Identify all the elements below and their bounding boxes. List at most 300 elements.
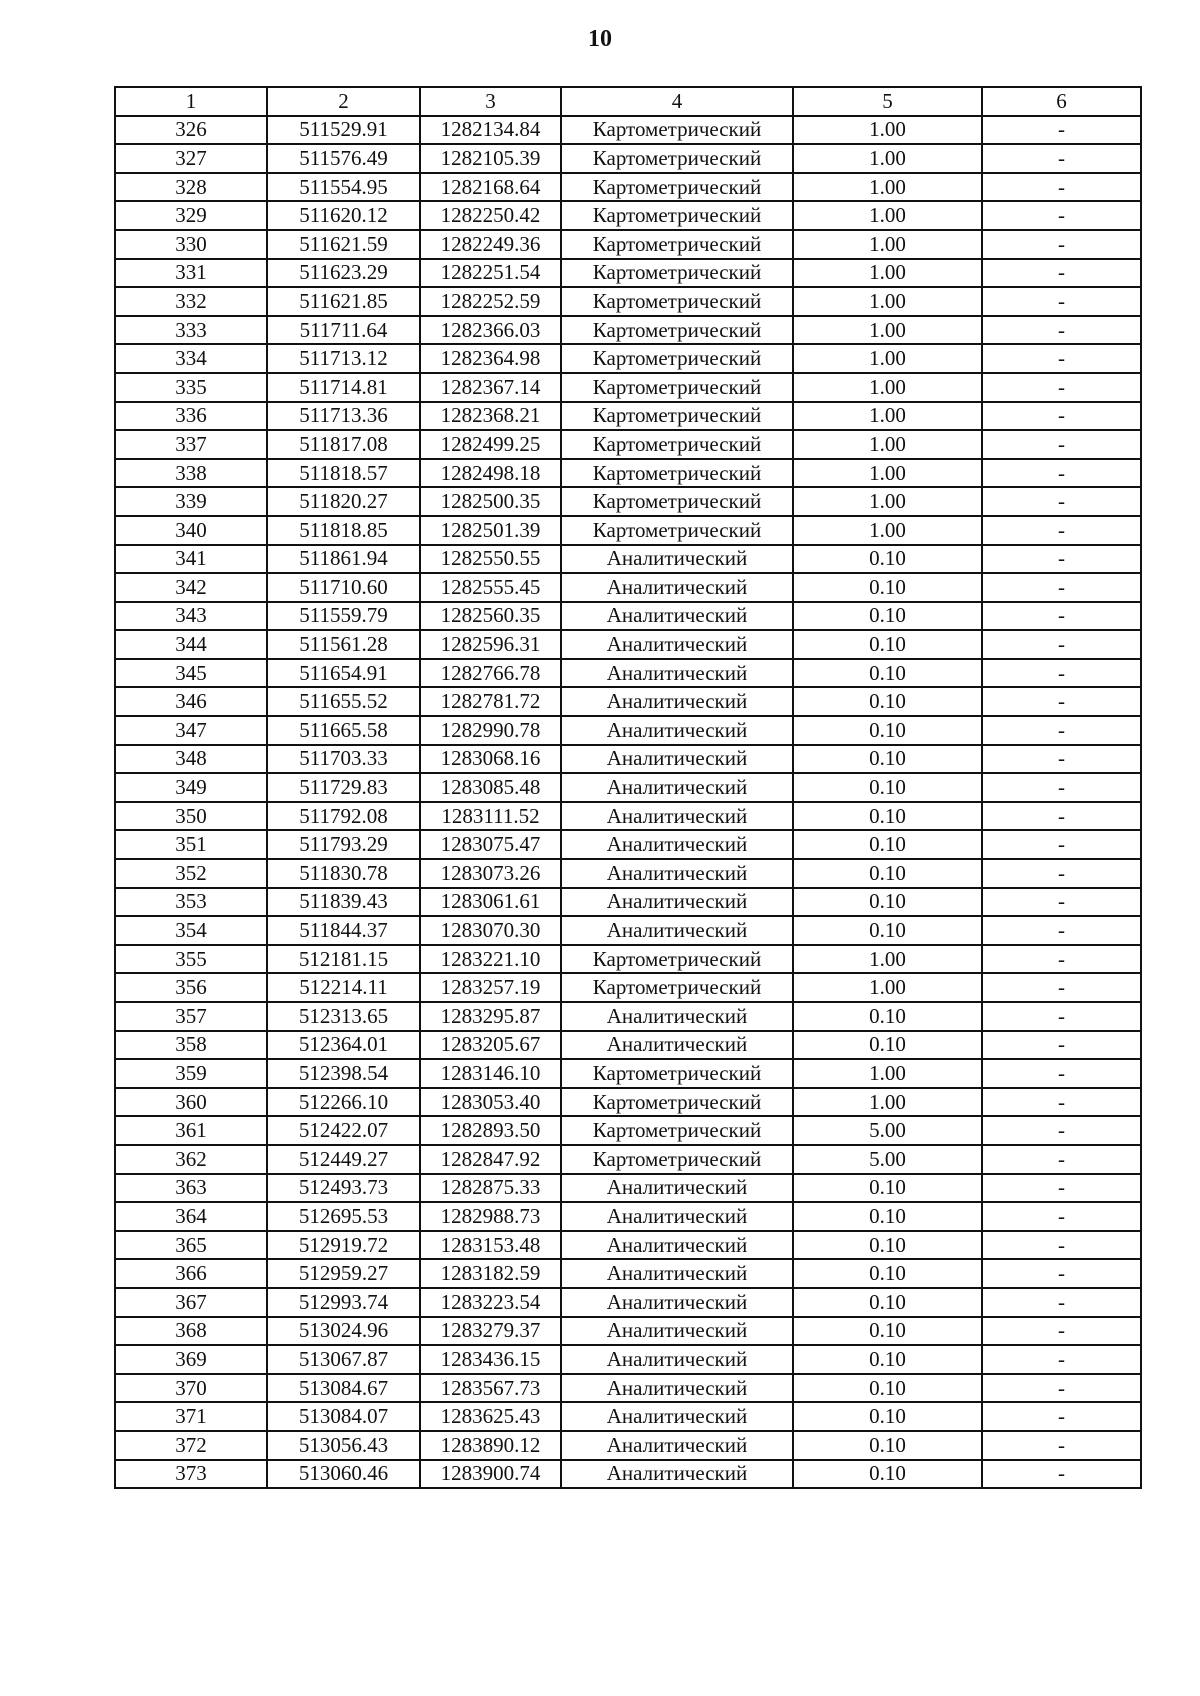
column-header: 2 (267, 87, 420, 116)
cell-x-coordinate: 513084.07 (267, 1402, 420, 1431)
cell-point-number: 358 (115, 1031, 267, 1060)
cell-x-coordinate: 512959.27 (267, 1259, 420, 1288)
table-row (115, 630, 1141, 659)
cell-method: Аналитический (561, 630, 793, 659)
cell-point-number: 330 (115, 230, 267, 259)
cell-method: Картометрический (561, 1088, 793, 1117)
cell-x-coordinate: 511793.29 (267, 830, 420, 859)
cell-method: Аналитический (561, 859, 793, 888)
cell-method: Картометрический (561, 373, 793, 402)
table-row (115, 1317, 1141, 1346)
cell-note: - (982, 1374, 1141, 1403)
cell-accuracy: 0.10 (793, 1431, 982, 1460)
cell-x-coordinate: 511665.58 (267, 716, 420, 745)
cell-x-coordinate: 511713.36 (267, 402, 420, 431)
cell-point-number: 351 (115, 830, 267, 859)
cell-note: - (982, 1402, 1141, 1431)
cell-note: - (982, 1317, 1141, 1346)
cell-point-number: 360 (115, 1088, 267, 1117)
table-row (115, 316, 1141, 345)
cell-note: - (982, 1202, 1141, 1231)
cell-note: - (982, 830, 1141, 859)
cell-x-coordinate: 511861.94 (267, 545, 420, 574)
cell-note: - (982, 1002, 1141, 1031)
table-row (115, 1374, 1141, 1403)
cell-note: - (982, 773, 1141, 802)
cell-note: - (982, 373, 1141, 402)
cell-point-number: 359 (115, 1059, 267, 1088)
table-row (115, 830, 1141, 859)
cell-y-coordinate: 1282364.98 (420, 344, 561, 373)
cell-y-coordinate: 1282990.78 (420, 716, 561, 745)
cell-y-coordinate: 1282168.64 (420, 173, 561, 202)
cell-y-coordinate: 1283182.59 (420, 1259, 561, 1288)
cell-x-coordinate: 512313.65 (267, 1002, 420, 1031)
cell-note: - (982, 344, 1141, 373)
cell-x-coordinate: 511830.78 (267, 859, 420, 888)
cell-x-coordinate: 511561.28 (267, 630, 420, 659)
cell-y-coordinate: 1283625.43 (420, 1402, 561, 1431)
cell-x-coordinate: 511554.95 (267, 173, 420, 202)
cell-x-coordinate: 512266.10 (267, 1088, 420, 1117)
cell-accuracy: 1.00 (793, 945, 982, 974)
cell-note: - (982, 1460, 1141, 1489)
cell-y-coordinate: 1283075.47 (420, 830, 561, 859)
cell-accuracy: 0.10 (793, 1317, 982, 1346)
cell-note: - (982, 144, 1141, 173)
cell-method: Аналитический (561, 1259, 793, 1288)
cell-method: Картометрический (561, 230, 793, 259)
cell-accuracy: 0.10 (793, 1288, 982, 1317)
table-row (115, 201, 1141, 230)
cell-x-coordinate: 511839.43 (267, 888, 420, 917)
cell-y-coordinate: 1282500.35 (420, 487, 561, 516)
table-row (115, 716, 1141, 745)
table-row (115, 687, 1141, 716)
cell-point-number: 347 (115, 716, 267, 745)
cell-point-number: 373 (115, 1460, 267, 1489)
cell-note: - (982, 973, 1141, 1002)
cell-note: - (982, 573, 1141, 602)
cell-accuracy: 0.10 (793, 687, 982, 716)
cell-y-coordinate: 1282893.50 (420, 1116, 561, 1145)
cell-x-coordinate: 511713.12 (267, 344, 420, 373)
cell-note: - (982, 459, 1141, 488)
cell-y-coordinate: 1283085.48 (420, 773, 561, 802)
cell-method: Картометрический (561, 973, 793, 1002)
cell-method: Аналитический (561, 545, 793, 574)
cell-y-coordinate: 1283295.87 (420, 1002, 561, 1031)
cell-method: Картометрический (561, 259, 793, 288)
table-row (115, 1460, 1141, 1489)
table-row (115, 1402, 1141, 1431)
table-row (115, 859, 1141, 888)
cell-point-number: 367 (115, 1288, 267, 1317)
cell-point-number: 357 (115, 1002, 267, 1031)
cell-accuracy: 0.10 (793, 1345, 982, 1374)
cell-x-coordinate: 513024.96 (267, 1317, 420, 1346)
cell-note: - (982, 201, 1141, 230)
cell-accuracy: 0.10 (793, 545, 982, 574)
cell-method: Аналитический (561, 1317, 793, 1346)
column-header: 5 (793, 87, 982, 116)
cell-point-number: 344 (115, 630, 267, 659)
cell-accuracy: 1.00 (793, 344, 982, 373)
cell-x-coordinate: 511621.59 (267, 230, 420, 259)
cell-y-coordinate: 1282781.72 (420, 687, 561, 716)
cell-method: Картометрический (561, 487, 793, 516)
cell-method: Аналитический (561, 1345, 793, 1374)
cell-note: - (982, 1288, 1141, 1317)
cell-point-number: 329 (115, 201, 267, 230)
cell-point-number: 345 (115, 659, 267, 688)
cell-x-coordinate: 511714.81 (267, 373, 420, 402)
cell-accuracy: 5.00 (793, 1116, 982, 1145)
table-body (115, 116, 1141, 1489)
cell-y-coordinate: 1282847.92 (420, 1145, 561, 1174)
cell-accuracy: 0.10 (793, 659, 982, 688)
cell-point-number: 332 (115, 287, 267, 316)
cell-x-coordinate: 511817.08 (267, 430, 420, 459)
cell-x-coordinate: 512398.54 (267, 1059, 420, 1088)
cell-point-number: 356 (115, 973, 267, 1002)
cell-y-coordinate: 1283221.10 (420, 945, 561, 974)
cell-y-coordinate: 1282249.36 (420, 230, 561, 259)
cell-y-coordinate: 1283900.74 (420, 1460, 561, 1489)
cell-method: Аналитический (561, 773, 793, 802)
cell-point-number: 336 (115, 402, 267, 431)
cell-accuracy: 0.10 (793, 573, 982, 602)
cell-method: Аналитический (561, 1231, 793, 1260)
cell-x-coordinate: 511529.91 (267, 116, 420, 145)
cell-method: Аналитический (561, 1002, 793, 1031)
table-row (115, 1145, 1141, 1174)
cell-note: - (982, 916, 1141, 945)
cell-y-coordinate: 1283205.67 (420, 1031, 561, 1060)
cell-accuracy: 0.10 (793, 1231, 982, 1260)
cell-point-number: 363 (115, 1174, 267, 1203)
table-row (115, 1088, 1141, 1117)
table-row (115, 545, 1141, 574)
cell-method: Картометрический (561, 344, 793, 373)
cell-x-coordinate: 511844.37 (267, 916, 420, 945)
cell-accuracy: 0.10 (793, 1259, 982, 1288)
cell-y-coordinate: 1282366.03 (420, 316, 561, 345)
cell-point-number: 343 (115, 602, 267, 631)
cell-note: - (982, 659, 1141, 688)
table-row (115, 973, 1141, 1002)
cell-x-coordinate: 511820.27 (267, 487, 420, 516)
cell-point-number: 371 (115, 1402, 267, 1431)
cell-point-number: 370 (115, 1374, 267, 1403)
table-row (115, 745, 1141, 774)
cell-y-coordinate: 1283436.15 (420, 1345, 561, 1374)
cell-x-coordinate: 511818.57 (267, 459, 420, 488)
cell-point-number: 334 (115, 344, 267, 373)
cell-point-number: 349 (115, 773, 267, 802)
cell-accuracy: 1.00 (793, 373, 982, 402)
cell-accuracy: 0.10 (793, 1174, 982, 1203)
cell-note: - (982, 230, 1141, 259)
cell-x-coordinate: 512993.74 (267, 1288, 420, 1317)
cell-point-number: 364 (115, 1202, 267, 1231)
cell-method: Аналитический (561, 1460, 793, 1489)
cell-accuracy: 0.10 (793, 1002, 982, 1031)
cell-point-number: 339 (115, 487, 267, 516)
cell-x-coordinate: 513056.43 (267, 1431, 420, 1460)
table-row (115, 773, 1141, 802)
table-row (115, 1031, 1141, 1060)
cell-note: - (982, 945, 1141, 974)
cell-x-coordinate: 513060.46 (267, 1460, 420, 1489)
cell-accuracy: 0.10 (793, 1374, 982, 1403)
cell-note: - (982, 1259, 1141, 1288)
table-row (115, 144, 1141, 173)
cell-point-number: 335 (115, 373, 267, 402)
cell-y-coordinate: 1283070.30 (420, 916, 561, 945)
cell-note: - (982, 859, 1141, 888)
table-row (115, 1259, 1141, 1288)
cell-method: Аналитический (561, 1374, 793, 1403)
cell-y-coordinate: 1282134.84 (420, 116, 561, 145)
cell-method: Аналитический (561, 916, 793, 945)
table-row (115, 344, 1141, 373)
cell-note: - (982, 888, 1141, 917)
cell-method: Картометрический (561, 1116, 793, 1145)
cell-x-coordinate: 513067.87 (267, 1345, 420, 1374)
cell-method: Аналитический (561, 659, 793, 688)
cell-y-coordinate: 1283111.52 (420, 802, 561, 831)
table-row (115, 1116, 1141, 1145)
cell-note: - (982, 316, 1141, 345)
cell-x-coordinate: 511559.79 (267, 602, 420, 631)
table-row (115, 1431, 1141, 1460)
cell-accuracy: 0.10 (793, 1460, 982, 1489)
cell-note: - (982, 116, 1141, 145)
cell-x-coordinate: 511621.85 (267, 287, 420, 316)
cell-note: - (982, 545, 1141, 574)
cell-x-coordinate: 512493.73 (267, 1174, 420, 1203)
cell-point-number: 354 (115, 916, 267, 945)
cell-accuracy: 0.10 (793, 888, 982, 917)
cell-method: Картометрический (561, 1145, 793, 1174)
cell-point-number: 366 (115, 1259, 267, 1288)
cell-point-number: 340 (115, 516, 267, 545)
cell-accuracy: 0.10 (793, 1031, 982, 1060)
cell-method: Картометрический (561, 287, 793, 316)
cell-x-coordinate: 511818.85 (267, 516, 420, 545)
cell-x-coordinate: 511703.33 (267, 745, 420, 774)
cell-x-coordinate: 511729.83 (267, 773, 420, 802)
table-row (115, 459, 1141, 488)
cell-point-number: 353 (115, 888, 267, 917)
table-row (115, 1345, 1141, 1374)
cell-y-coordinate: 1283146.10 (420, 1059, 561, 1088)
table-row (115, 1174, 1141, 1203)
table-row (115, 1059, 1141, 1088)
cell-point-number: 369 (115, 1345, 267, 1374)
cell-method: Картометрический (561, 516, 793, 545)
cell-y-coordinate: 1282499.25 (420, 430, 561, 459)
cell-accuracy: 0.10 (793, 802, 982, 831)
cell-point-number: 346 (115, 687, 267, 716)
cell-accuracy: 1.00 (793, 173, 982, 202)
cell-method: Картометрический (561, 316, 793, 345)
cell-point-number: 350 (115, 802, 267, 831)
cell-note: - (982, 173, 1141, 202)
table-row (115, 430, 1141, 459)
cell-accuracy: 0.10 (793, 716, 982, 745)
cell-y-coordinate: 1283223.54 (420, 1288, 561, 1317)
cell-x-coordinate: 511710.60 (267, 573, 420, 602)
cell-accuracy: 0.10 (793, 602, 982, 631)
cell-accuracy: 1.00 (793, 287, 982, 316)
cell-point-number: 365 (115, 1231, 267, 1260)
cell-y-coordinate: 1283890.12 (420, 1431, 561, 1460)
cell-point-number: 362 (115, 1145, 267, 1174)
table-row (115, 487, 1141, 516)
cell-x-coordinate: 511711.64 (267, 316, 420, 345)
cell-accuracy: 1.00 (793, 144, 982, 173)
cell-method: Картометрический (561, 144, 793, 173)
table-row (115, 259, 1141, 288)
cell-x-coordinate: 511654.91 (267, 659, 420, 688)
cell-note: - (982, 287, 1141, 316)
cell-note: - (982, 1088, 1141, 1117)
column-header: 6 (982, 87, 1141, 116)
cell-x-coordinate: 511655.52 (267, 687, 420, 716)
cell-method: Картометрический (561, 945, 793, 974)
column-header: 1 (115, 87, 267, 116)
table-row (115, 1202, 1141, 1231)
table-row (115, 373, 1141, 402)
cell-method: Картометрический (561, 201, 793, 230)
cell-accuracy: 1.00 (793, 430, 982, 459)
cell-method: Аналитический (561, 602, 793, 631)
table-row (115, 573, 1141, 602)
table-row (115, 116, 1141, 145)
cell-accuracy: 1.00 (793, 1059, 982, 1088)
cell-note: - (982, 259, 1141, 288)
coordinates-table (114, 86, 1142, 1489)
table-row (115, 916, 1141, 945)
cell-method: Аналитический (561, 1174, 793, 1203)
cell-y-coordinate: 1282766.78 (420, 659, 561, 688)
cell-y-coordinate: 1283073.26 (420, 859, 561, 888)
table-row (115, 888, 1141, 917)
cell-y-coordinate: 1283061.61 (420, 888, 561, 917)
cell-accuracy: 1.00 (793, 402, 982, 431)
cell-y-coordinate: 1283053.40 (420, 1088, 561, 1117)
table-row (115, 1288, 1141, 1317)
cell-x-coordinate: 513084.67 (267, 1374, 420, 1403)
table-row (115, 287, 1141, 316)
cell-point-number: 328 (115, 173, 267, 202)
cell-accuracy: 1.00 (793, 259, 982, 288)
cell-y-coordinate: 1283567.73 (420, 1374, 561, 1403)
cell-point-number: 368 (115, 1317, 267, 1346)
cell-point-number: 326 (115, 116, 267, 145)
cell-point-number: 331 (115, 259, 267, 288)
cell-y-coordinate: 1282550.55 (420, 545, 561, 574)
table-row (115, 1231, 1141, 1260)
cell-point-number: 341 (115, 545, 267, 574)
cell-method: Картометрический (561, 1059, 793, 1088)
cell-note: - (982, 802, 1141, 831)
cell-note: - (982, 1116, 1141, 1145)
cell-point-number: 352 (115, 859, 267, 888)
column-header: 4 (561, 87, 793, 116)
cell-accuracy: 0.10 (793, 1202, 982, 1231)
cell-accuracy: 1.00 (793, 973, 982, 1002)
cell-note: - (982, 1174, 1141, 1203)
cell-y-coordinate: 1282560.35 (420, 602, 561, 631)
cell-method: Картометрический (561, 116, 793, 145)
cell-accuracy: 1.00 (793, 201, 982, 230)
cell-x-coordinate: 511620.12 (267, 201, 420, 230)
table-row (115, 1002, 1141, 1031)
cell-y-coordinate: 1282988.73 (420, 1202, 561, 1231)
cell-note: - (982, 1431, 1141, 1460)
cell-accuracy: 0.10 (793, 773, 982, 802)
cell-note: - (982, 630, 1141, 659)
cell-y-coordinate: 1282555.45 (420, 573, 561, 602)
cell-accuracy: 1.00 (793, 230, 982, 259)
cell-point-number: 337 (115, 430, 267, 459)
cell-note: - (982, 1231, 1141, 1260)
table-header-row (115, 87, 1141, 116)
cell-y-coordinate: 1282251.54 (420, 259, 561, 288)
cell-accuracy: 1.00 (793, 487, 982, 516)
cell-accuracy: 0.10 (793, 630, 982, 659)
cell-y-coordinate: 1283279.37 (420, 1317, 561, 1346)
cell-y-coordinate: 1282367.14 (420, 373, 561, 402)
table-row (115, 945, 1141, 974)
cell-point-number: 361 (115, 1116, 267, 1145)
cell-method: Картометрический (561, 173, 793, 202)
cell-x-coordinate: 512449.27 (267, 1145, 420, 1174)
cell-accuracy: 1.00 (793, 316, 982, 345)
cell-y-coordinate: 1282250.42 (420, 201, 561, 230)
table-row (115, 602, 1141, 631)
cell-x-coordinate: 512695.53 (267, 1202, 420, 1231)
cell-method: Аналитический (561, 745, 793, 774)
cell-method: Картометрический (561, 402, 793, 431)
cell-y-coordinate: 1282501.39 (420, 516, 561, 545)
cell-note: - (982, 402, 1141, 431)
cell-x-coordinate: 512364.01 (267, 1031, 420, 1060)
cell-note: - (982, 1031, 1141, 1060)
cell-method: Аналитический (561, 1031, 793, 1060)
cell-point-number: 342 (115, 573, 267, 602)
cell-note: - (982, 1059, 1141, 1088)
cell-y-coordinate: 1283068.16 (420, 745, 561, 774)
cell-x-coordinate: 512181.15 (267, 945, 420, 974)
cell-method: Аналитический (561, 1402, 793, 1431)
cell-accuracy: 1.00 (793, 1088, 982, 1117)
cell-note: - (982, 1145, 1141, 1174)
cell-note: - (982, 687, 1141, 716)
cell-accuracy: 0.10 (793, 916, 982, 945)
cell-y-coordinate: 1283153.48 (420, 1231, 561, 1260)
cell-accuracy: 0.10 (793, 1402, 982, 1431)
cell-method: Аналитический (561, 1202, 793, 1231)
cell-x-coordinate: 511792.08 (267, 802, 420, 831)
cell-accuracy: 0.10 (793, 859, 982, 888)
cell-accuracy: 0.10 (793, 830, 982, 859)
cell-x-coordinate: 511623.29 (267, 259, 420, 288)
cell-method: Аналитический (561, 830, 793, 859)
